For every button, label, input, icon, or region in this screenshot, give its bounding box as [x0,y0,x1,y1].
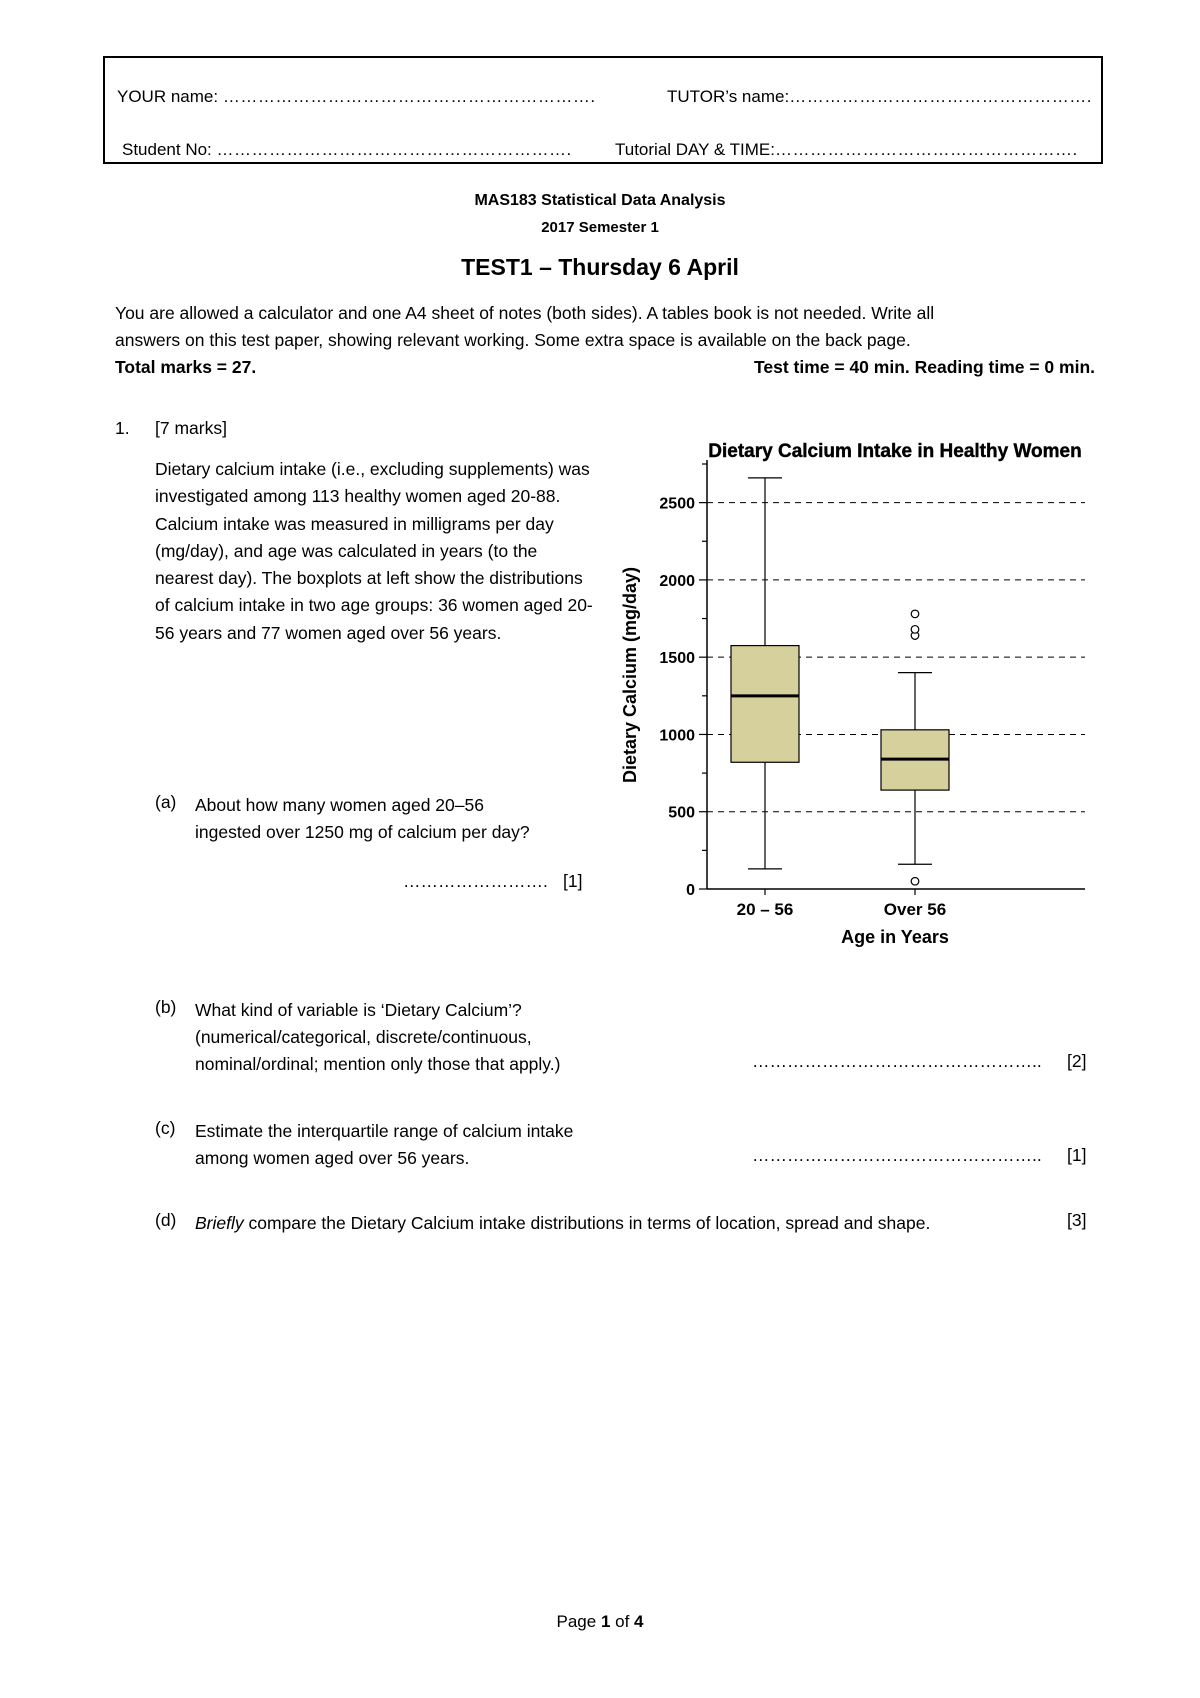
part-b-line-1: What kind of variable is ‘Dietary Calcium’? [195,1000,522,1020]
part-c-text [195,1118,573,1172]
box-group [881,610,949,885]
part-b-line-2: (numerical/categorical, discrete/continuous, [195,1027,532,1047]
part-a-marks: [1] [563,871,583,891]
part-a-text [195,792,530,846]
total-marks: Total marks = 27. [115,357,257,377]
box-iqr [731,646,799,763]
x-tick-label: 20 – 56 [736,900,794,919]
tutorial-time-field[interactable] [615,140,1078,160]
page-footer [0,1612,1200,1632]
tutor-name-dots: ……………………………………………. [789,87,1092,106]
your-name-dots: ………………………………………………………. [222,87,596,106]
part-c-line-1: Estimate the interquartile range of calcium intake [195,1121,574,1141]
y-tick-label: 0 [686,882,695,899]
part-b-text [195,997,560,1078]
y-tick-label: 1000 [659,727,695,745]
page-total: 4 [634,1612,644,1631]
part-a-answer-space[interactable]: ……………………. [403,871,548,891]
page-number: 1 [600,1612,611,1631]
y-tick-label: 2500 [659,495,695,513]
tutor-name-field[interactable] [667,87,1092,107]
student-no-field[interactable] [122,140,572,160]
part-c-marks: [1] [1067,1145,1087,1165]
part-d-label: (d) [155,1210,177,1230]
instructions-line-2: answers on this test paper, showing relevant working. Some extra space is available on the back page. [115,330,911,350]
question-text: Dietary calcium intake (i.e., excluding supplements) was investigated among 113 healthy women aged 20-88. Calcium intake was measured in milligrams per day (mg/day), and age was calculated in years (to the nearest day). The boxplots at left show the distributions of calcium intake in two age groups: 36 women aged 20-56 years and 77 women aged over 56 years. [155,459,593,643]
y-tick-label: 500 [668,804,695,822]
instructions-line-1: You are allowed a calculator and one A4 sheet of notes (both sides). A tables book is not needed. Write all [115,303,935,323]
part-d-text [195,1210,930,1237]
semester-title: 2017 Semester 1 [541,219,659,236]
tutorial-time-dots: ……………………………………………. [774,140,1078,159]
your-name-label: YOUR name: [117,87,223,106]
outlier-point [911,877,919,885]
part-b-line-3: nominal/ordinal; mention only those that apply.) [195,1054,561,1074]
test-time: Test time = 40 min. Reading time = 0 min. [753,357,1095,377]
tutor-name-label: TUTOR’s name: [667,87,790,106]
part-b-label: (b) [155,997,177,1017]
student-no-dots: ……………………………………………………. [216,140,572,159]
box-group [731,478,799,869]
test-title: TEST1 – Thursday 6 April [461,254,739,280]
y-tick-label: 1500 [659,650,695,668]
question-number: 1. [115,418,130,438]
page-of-label: of [610,1612,635,1631]
chart-title: Dietary Calcium Intake in Healthy Women [708,441,1082,462]
part-b-answer-space[interactable]: ………………………………………….. [752,1051,1042,1071]
outlier-point [911,626,919,634]
student-details-box [103,56,1103,164]
part-d-rest: compare the Dietary Calcium intake distributions in terms of location, spread and shape. [243,1213,931,1233]
your-name-field[interactable] [117,87,596,107]
tutorial-time-label: Tutorial DAY & TIME: [615,140,775,159]
part-b-marks: [2] [1067,1051,1087,1071]
outlier-point [911,610,919,618]
question-marks: [7 marks] [155,418,227,438]
part-a-line-1: About how many women aged 20–56 [195,795,484,815]
boxplot-chart [615,430,1105,960]
x-tick-label: Over 56 [883,900,947,919]
part-a-label: (a) [155,792,177,812]
page-label: Page [556,1612,601,1631]
part-d-marks: [3] [1067,1210,1087,1230]
part-a-line-2: ingested over 1250 mg of calcium per day? [195,822,530,842]
part-c-label: (c) [155,1118,176,1138]
part-d-emphasis: Briefly [195,1213,244,1233]
y-tick-label: 2000 [659,572,695,590]
y-axis-label: Dietary Calcium (mg/day) [620,566,640,784]
student-no-label: Student No: [122,140,217,159]
course-title: MAS183 Statistical Data Analysis [474,192,726,209]
part-c-answer-space[interactable]: ………………………………………….. [752,1145,1042,1165]
part-c-line-2: among women aged over 56 years. [195,1148,470,1168]
x-axis-label: Age in Years [841,927,949,947]
